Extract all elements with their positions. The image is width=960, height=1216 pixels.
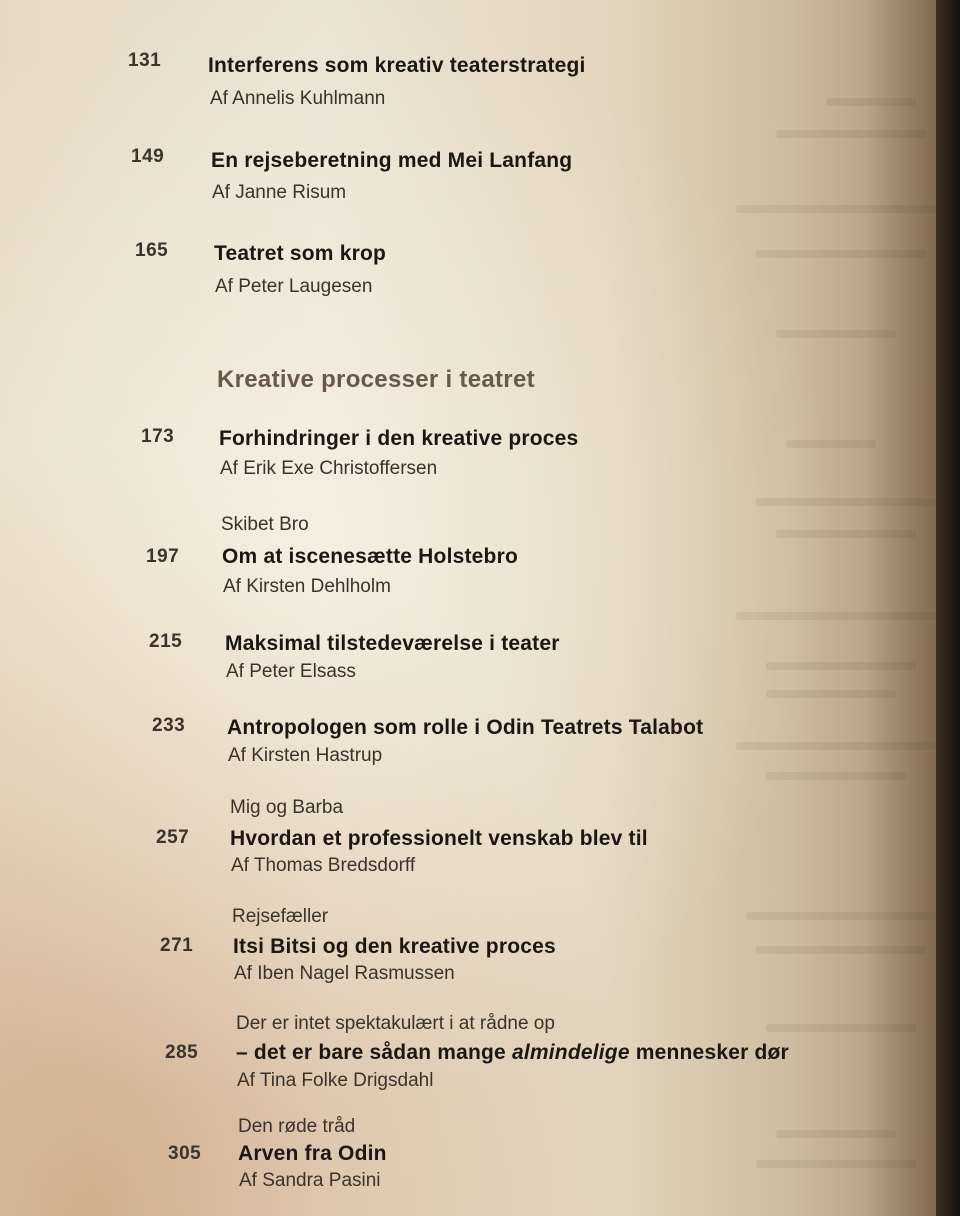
entry-title: Itsi Bitsi og den kreative proces (233, 935, 556, 958)
entry-author: Af Thomas Bredsdorff (231, 855, 416, 876)
entry-title: Interferens som kreativ teaterstrategi (208, 54, 586, 77)
entry-author: Af Iben Nagel Rasmussen (234, 963, 455, 984)
page-number: 165 (135, 240, 169, 261)
entry-title: Arven fra Odin (238, 1142, 387, 1165)
page-number: 149 (131, 146, 165, 167)
entry-author: Af Annelis Kuhlmann (210, 88, 386, 109)
page-number: 215 (149, 631, 183, 652)
entry-author: Af Tina Folke Drigsdahl (237, 1070, 434, 1091)
entry-title: Antropologen som rolle i Odin Teatrets Talabot (227, 716, 704, 739)
entry-title: Maksimal tilstedeværelse i teater (225, 632, 560, 655)
bleed-through-text (700, 0, 936, 1216)
entry-title: – det er bare sådan mange almindelige mennesker dør (236, 1041, 789, 1064)
entry-author: Af Kirsten Hastrup (228, 745, 383, 766)
page-number: 131 (128, 50, 162, 71)
entry-title: Teatret som krop (214, 242, 387, 265)
page-number: 233 (152, 715, 186, 736)
page-number: 271 (160, 935, 194, 956)
page-number: 285 (165, 1042, 199, 1063)
entry-title: Om at iscenesætte Holstebro (222, 545, 518, 568)
section-heading: Kreative processer i teatret (217, 366, 535, 393)
entry-author: Af Peter Laugesen (215, 276, 373, 297)
entry-kicker: Rejsefæller (232, 906, 329, 927)
entry-author: Af Erik Exe Christoffersen (220, 458, 438, 479)
entry-author: Af Janne Risum (212, 182, 347, 203)
page-number: 173 (141, 426, 175, 447)
emphasized-word: almindelige (511, 1041, 630, 1064)
entry-title: Forhindringer i den kreative proces (219, 427, 579, 450)
entry-author: Af Peter Elsass (226, 661, 356, 682)
entry-author: Af Kirsten Dehlholm (223, 576, 391, 597)
page-number: 305 (168, 1143, 202, 1164)
entry-kicker: Der er intet spektakulært i at rådne op (236, 1013, 555, 1034)
entry-kicker: Skibet Bro (221, 514, 309, 535)
entry-title: En rejseberetning med Mei Lanfang (211, 149, 573, 172)
book-spine-shadow (936, 0, 960, 1216)
page-number: 197 (146, 546, 180, 567)
entry-kicker: Mig og Barba (230, 797, 344, 818)
entry-author: Af Sandra Pasini (239, 1170, 381, 1191)
entry-title: Hvordan et professionelt venskab blev til (230, 827, 648, 850)
entry-kicker: Den røde tråd (238, 1116, 356, 1137)
page-number: 257 (156, 827, 190, 848)
